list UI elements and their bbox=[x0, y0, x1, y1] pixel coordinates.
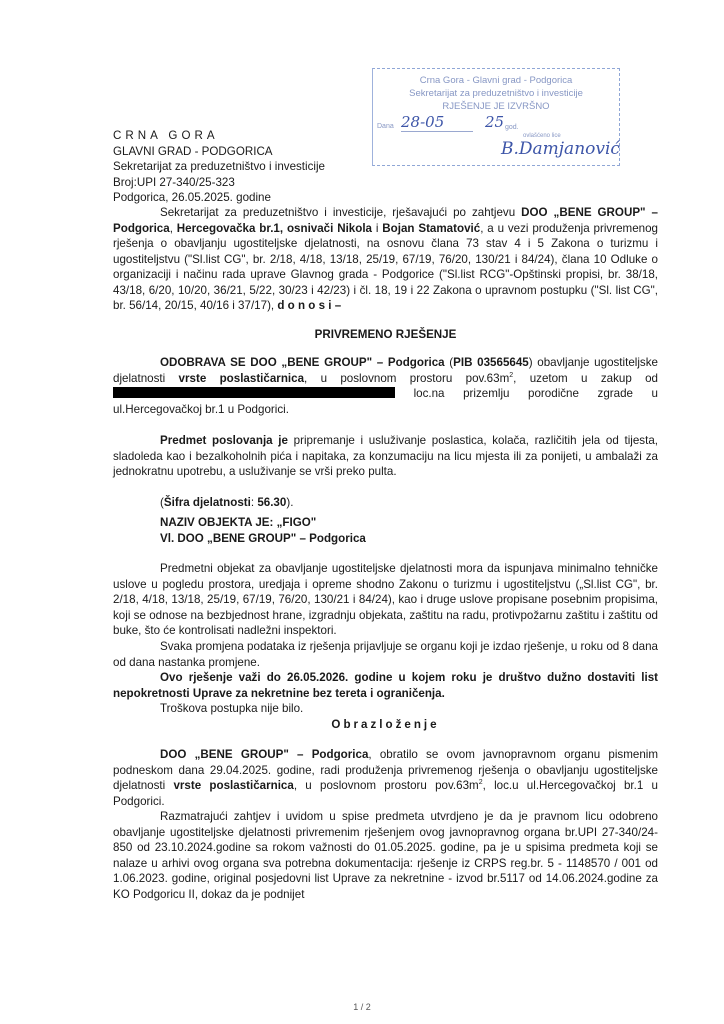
superscript: 2 bbox=[478, 779, 483, 787]
changes-paragraph: Svaka promjena podataka iz rješenja prijavljuje se organu koji je izdao rješenje, u roku od 8 dana od dana nastanka promjene. bbox=[113, 640, 658, 669]
stamp-line-1: Crna Gora - Glavni grad - Podgorica bbox=[419, 75, 573, 86]
stamp-signer-label: ovlašćeno lice bbox=[523, 133, 561, 139]
approval-text: loc.na prizemlju porodične zgrade u ul.Hercegovačkoj br.1 u Podgorici. bbox=[113, 387, 658, 416]
stamp-date-value: 28-05 bbox=[401, 113, 473, 132]
conditions-paragraph: Predmetni objekat za obavljanje ugostiteljske djelatnosti mora da ispunjava minimalno tehničke uslove u pogledu prostora, uredjaja i opreme shodno Zakonu o turizmu i ugostiteljstvu („Sl.list CG", br. 2/18, 4/18, 13/18, 25/19, 67/19, 76/20, 130/21 i 84/24), kao i druge uslove propisane posebnim propisima, koji se odnose na bezbjednost hrane, izgradnju objekata, zaštitu na radu, protivpožarnu zaštitu i zaštitu od buke, što će kontrolisati nadležni inspektori. bbox=[113, 562, 658, 637]
header-country: CRNA GORA bbox=[113, 129, 219, 142]
approval-paragraph bbox=[113, 355, 658, 417]
object-name: NAZIV OBJEKTA JE: „FIGO" bbox=[160, 516, 317, 529]
intro-paragraph bbox=[113, 205, 658, 314]
text-run: ( bbox=[160, 496, 164, 509]
text-run: Hercegovačka br.1, osnivači Nikola bbox=[176, 221, 372, 235]
text-run: PIB 03565645 bbox=[453, 356, 529, 369]
text-run: Šifra djelatnosti bbox=[163, 496, 251, 509]
reasoning-title: Obrazloženje bbox=[331, 718, 440, 731]
redacted-block bbox=[113, 387, 395, 398]
approval-text: , uzetom u zakup od bbox=[513, 371, 658, 385]
header-department: Sekretarijat za preduzetništvo i investicije bbox=[113, 160, 326, 173]
page-number: 1 / 2 bbox=[353, 1002, 371, 1012]
text-run: Bojan Stamatović bbox=[382, 221, 481, 235]
text-run: , obratilo se ovom javnopravnom organu pismenim podneskom dana 29.04.2025. godine, radi produženja privremenog rješenja o obavljanju ugostiteljske djelatnosti bbox=[113, 748, 658, 792]
header-case-number: Broj:UPI 27-340/25-323 bbox=[113, 175, 235, 189]
text-run: ODOBRAVA SE DOO „BENE GROUP" – Podgorica bbox=[160, 356, 445, 369]
header-place-date: Podgorica, 26.05.2025. godine bbox=[113, 191, 271, 204]
stamp-date-label: Dana bbox=[377, 123, 394, 130]
text-run: DOO „BENE GROUP" – Podgorica bbox=[160, 748, 369, 761]
text-run: 56.30 bbox=[257, 496, 287, 509]
reasoning-text: , loc.u ul.Hercegovačkoj br.1 u Podgorici. bbox=[113, 779, 659, 808]
reasoning-paragraph-1 bbox=[113, 747, 658, 809]
business-paragraph bbox=[113, 433, 658, 480]
reasoning-paragraph-2: Razmatrajući zahtjev i uvidom u spise predmeta utvrdjeno je da je pravnom licu odobreno obavljanje ugostiteljske djelatnosti privremenim rješenjem ovog javnopravnog organa br.UPI 27-340/24-850 od 23.10.2024.godine sa rokom važnosti do 01.05.2025. godine, pa je u spisima predmeta koji se nalaze u arhivi ovog organa sva potrebna dokumentacija: rješenje iz CRPS reg.br. 5 - 1148570 / 001 od 1.06.2023. godine, original posjedovni list Uprave za nekretnine - izvod br.5117 od 14.06.2024.godine za KO Podgoricu II, dokaz da je podnijet bbox=[113, 810, 658, 901]
text-run: , u poslovnom prostoru pov.63m bbox=[293, 779, 479, 792]
text-run: : bbox=[250, 496, 258, 509]
stamp-year-value: 25 bbox=[485, 113, 505, 131]
text-run: ) obavljanje ugostiteljske djelatnosti bbox=[113, 356, 658, 385]
text-run: i bbox=[372, 221, 383, 235]
stamp-year-suffix: god. bbox=[505, 124, 519, 131]
text-run: ). bbox=[286, 496, 294, 509]
decision-title: PRIVREMENO RJEŠENJE bbox=[314, 328, 457, 341]
costs-paragraph: Troškova postupka nije bilo. bbox=[160, 702, 304, 715]
text-run: pripremanje i usluživanje poslastica, kolača, različitih jela od tijesta, sladoleda kao i bezalkoholnih pića i napitaka, za konzumaciju na licu mjesta ili za ponijeti, u ambalaži za jednokratnu upotrebu, a usluživanje se vrši preko pulta. bbox=[113, 434, 658, 478]
object-owner: Vl. DOO „BENE GROUP" – Podgorica bbox=[160, 532, 366, 545]
text-run: ( bbox=[444, 356, 454, 369]
stamp-line-2: Sekretarijat za preduzetništvo i investicije bbox=[409, 88, 583, 99]
text-run: DOO „BENE GROUP" – Podgorica bbox=[113, 206, 658, 235]
stamp-line-3: RJEŠENJE JE IZVRŠNO bbox=[442, 101, 550, 112]
header-city: GLAVNI GRAD - PODGORICA bbox=[113, 144, 273, 158]
text-run: vrste poslastičarnica bbox=[178, 371, 305, 385]
document-header bbox=[113, 128, 658, 206]
text-run: vrste poslastičarnica bbox=[173, 779, 294, 792]
text-run: , a u vezi produženja privremenog rješenja o obavljanju ugostiteljske djelatnosti, na osnovu člana 73 stav 4 i 5 Zakona o turizmu i ugostiteljstvu ("Sl.list CG", br. 2/18, 4/18, 13/18, 25/19, 67/19, 76/20, 130/21 i 84/24), člana 10 Odluke o organizaciji i načinu rada uprave Glavnog grada - Podgorice ("Sl.list RCG"-Opštinski propisi, br. 38/18, 43/18, 6/20, 10/20, 36/21, 5/22, 30/23 i 42/23) i čl. 18, 19 i 22 Zakona o upravnom postupku ("Sl. list CG", br. 56/14, 20/15, 40/16 i 37/17), bbox=[113, 221, 658, 312]
text-run: d o n o s i – bbox=[277, 299, 342, 312]
signature: B.Damjanović bbox=[501, 139, 620, 159]
text-run: , bbox=[169, 221, 177, 235]
activity-code bbox=[113, 495, 658, 511]
text-run: Sekretarijat za preduzetništvo i investicije, rješavajući po zahtjevu bbox=[160, 206, 522, 219]
text-run: , u poslovnom prostoru pov.63m bbox=[304, 371, 510, 385]
text-run: Predmet poslovanja je bbox=[160, 434, 288, 447]
validity-paragraph: Ovo rješenje važi do 26.05.2026. godine u kojem roku je društvo dužno dostaviti list nepokretnosti Uprave za nekretnine bez tereta i ograničenja. bbox=[113, 671, 658, 700]
superscript: 2 bbox=[509, 371, 514, 379]
